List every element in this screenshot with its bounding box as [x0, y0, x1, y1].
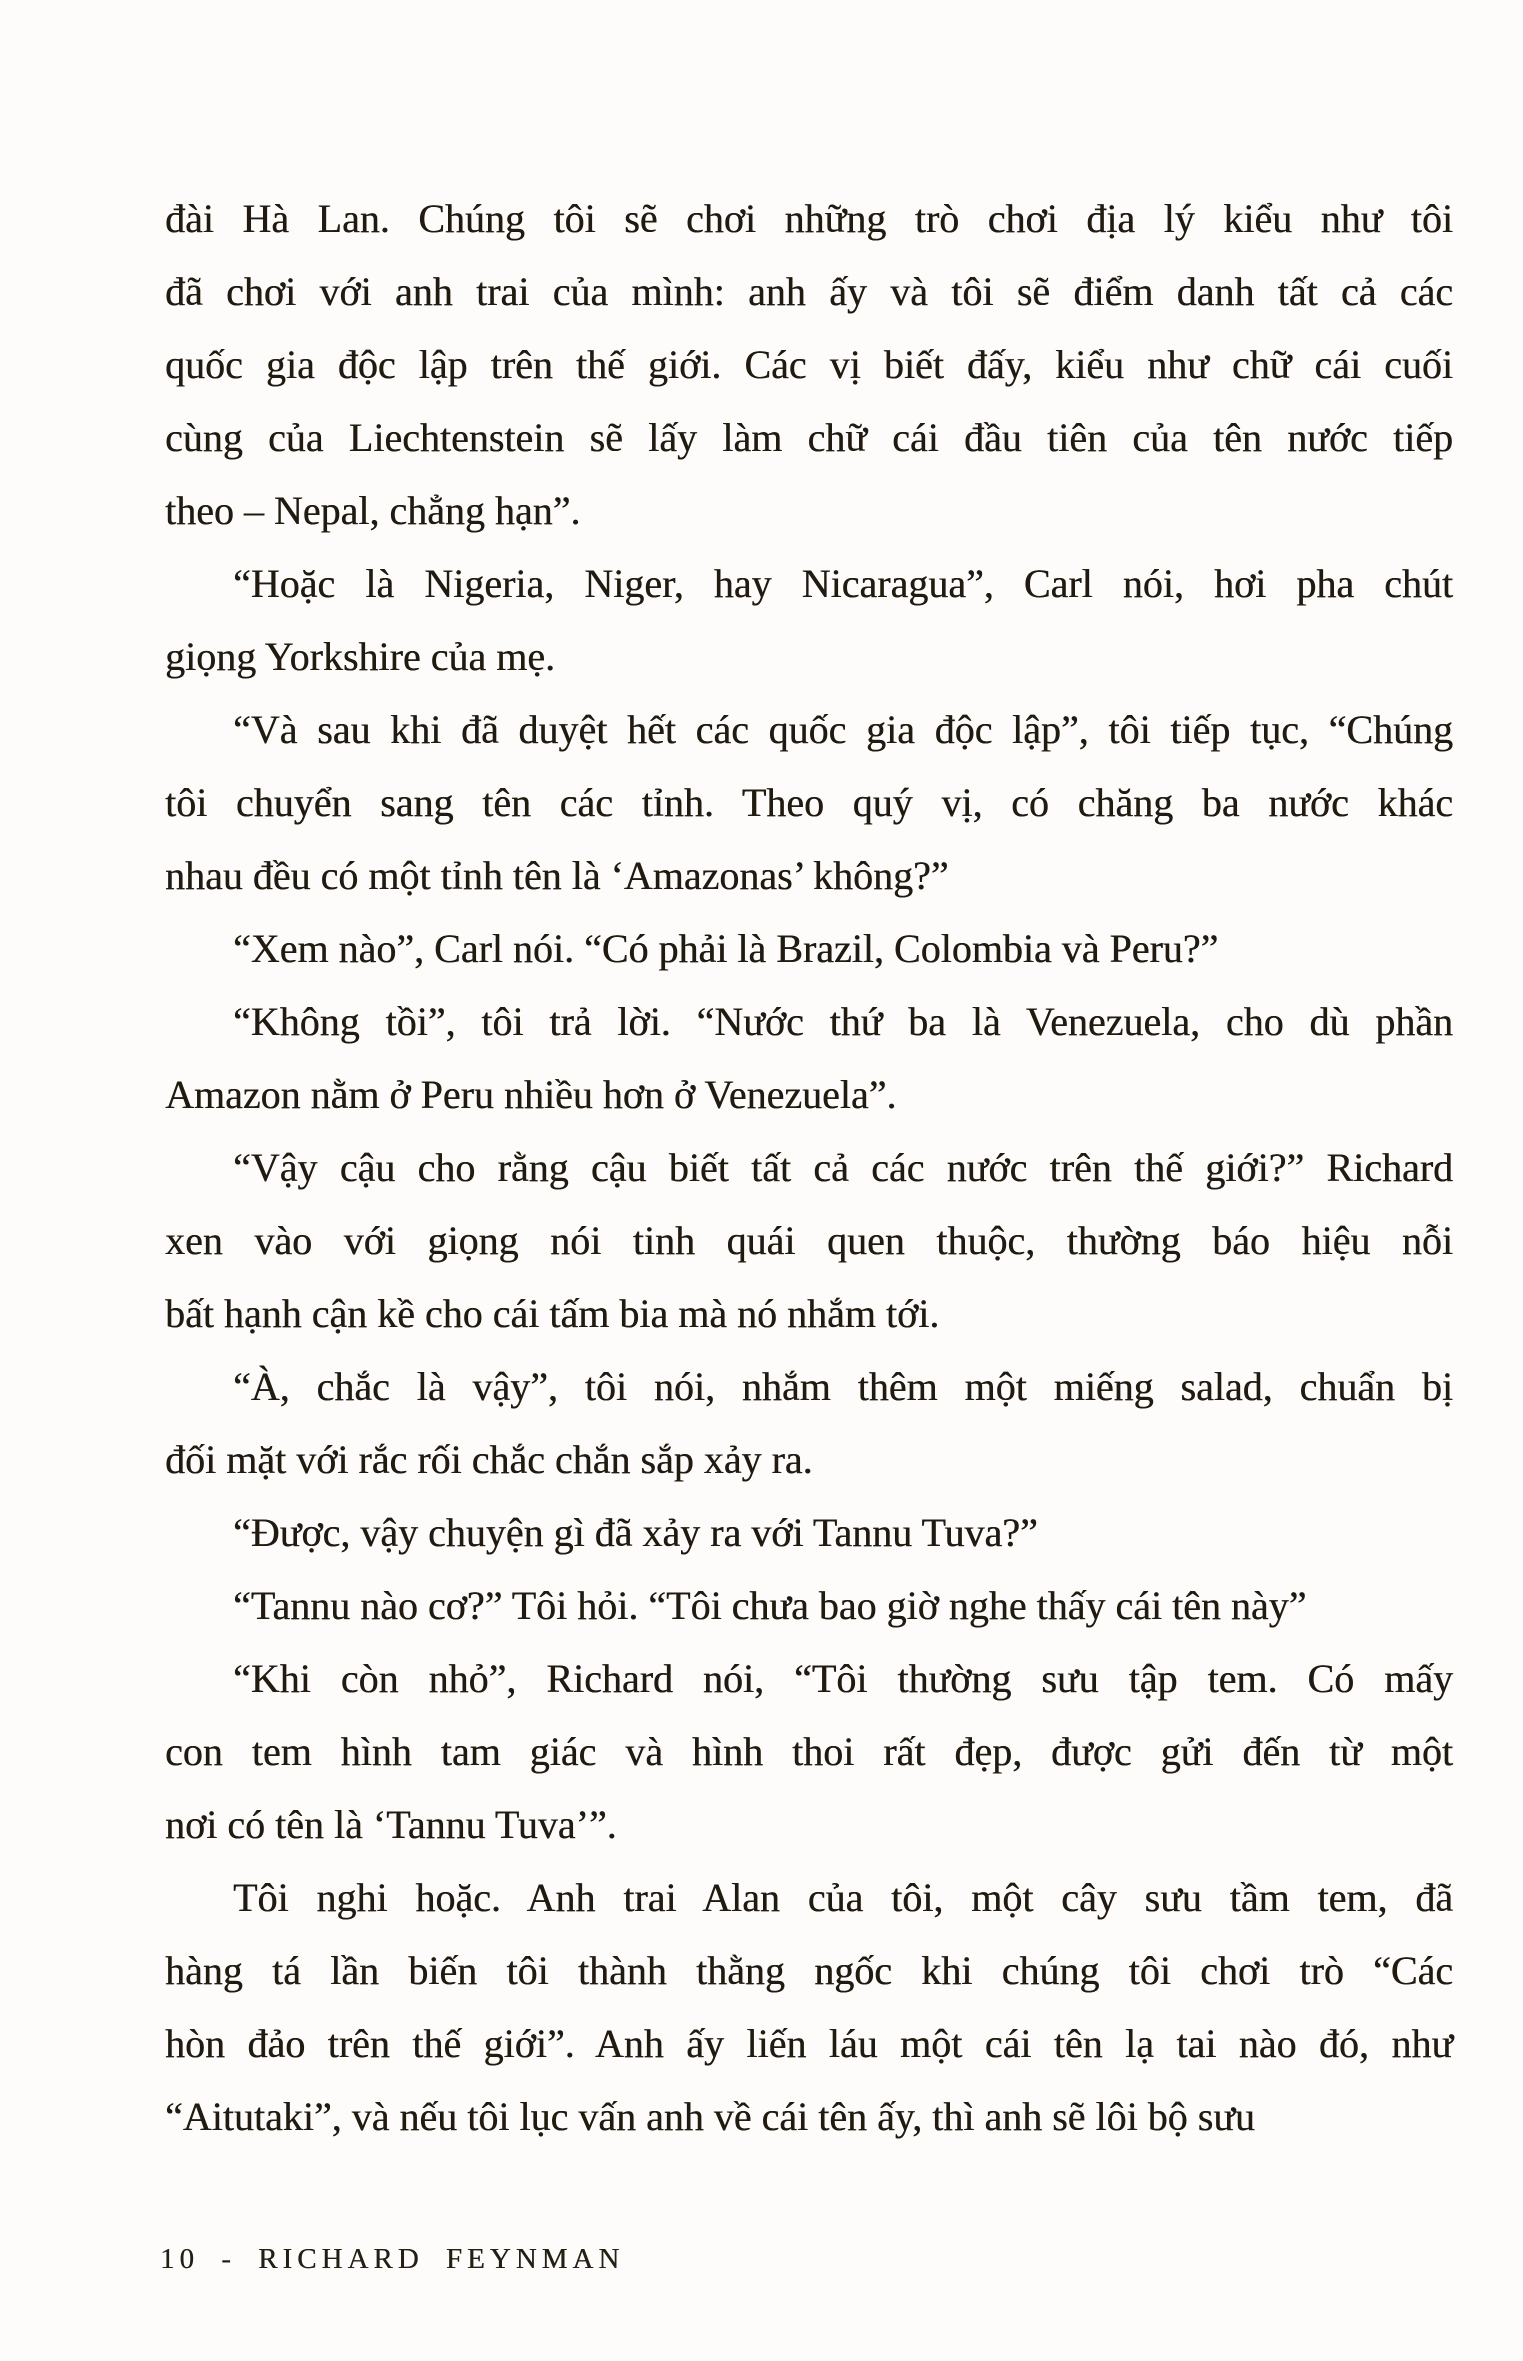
text-line: xen vào với giọng nói tinh quái quen thuộc, thường báo hiệu nỗi [165, 1218, 1453, 1263]
text-line: đài Hà Lan. Chúng tôi sẽ chơi những trò chơi địa lý kiểu như tôi [165, 196, 1453, 241]
paragraph [165, 693, 1453, 912]
paragraph [165, 547, 1453, 693]
text-line: “Và sau khi đã duyệt hết các quốc gia độc lập”, tôi tiếp tục, “Chúng [233, 707, 1453, 752]
text-line: “Xem nào”, Carl nói. “Có phải là Brazil, Colombia và Peru?” [233, 926, 1219, 971]
text-line: nhau đều có một tỉnh tên là ‘Amazonas’ không?” [165, 853, 949, 898]
text-line: tôi chuyển sang tên các tỉnh. Theo quý vị, có chăng ba nước khác [165, 780, 1453, 825]
text-line: quốc gia độc lập trên thế giới. Các vị biết đấy, kiểu như chữ cái cuối [165, 342, 1453, 387]
text-line: Tôi nghi hoặc. Anh trai Alan của tôi, một cây sưu tầm tem, đã [233, 1875, 1453, 1920]
text-line: hòn đảo trên thế giới”. Anh ấy liến láu một cái tên lạ tai nào đó, như [165, 2021, 1453, 2066]
text-line: đối mặt với rắc rối chắc chắn sắp xảy ra. [165, 1437, 813, 1482]
text-line: “Không tồi”, tôi trả lời. “Nước thứ ba là Venezuela, cho dù phần [233, 999, 1453, 1044]
text-line: theo – Nepal, chẳng hạn”. [165, 488, 581, 533]
paragraph [165, 912, 1453, 985]
text-line: “Tannu nào cơ?” Tôi hỏi. “Tôi chưa bao giờ nghe thấy cái tên này” [233, 1583, 1307, 1628]
paragraph [165, 1350, 1453, 1496]
text-line: “Hoặc là Nigeria, Niger, hay Nicaragua”, Carl nói, hơi pha chút [233, 561, 1453, 606]
paragraph [165, 182, 1453, 547]
paragraph [165, 1569, 1453, 1642]
text-line: giọng Yorkshire của mẹ. [165, 634, 555, 679]
text-line: hàng tá lần biến tôi thành thằng ngốc khi chúng tôi chơi trò “Các [165, 1948, 1453, 1993]
text-line: cùng của Liechtenstein sẽ lấy làm chữ cái đầu tiên của tên nước tiếp [165, 415, 1453, 460]
text-line: nơi có tên là ‘Tannu Tuva’”. [165, 1802, 617, 1847]
text-line: “Aitutaki”, và nếu tôi lục vấn anh về cái tên ấy, thì anh sẽ lôi bộ sưu [165, 2094, 1255, 2139]
text-line: “Khi còn nhỏ”, Richard nói, “Tôi thường sưu tập tem. Có mấy [233, 1656, 1453, 1701]
text-line: đã chơi với anh trai của mình: anh ấy và tôi sẽ điểm danh tất cả các [165, 269, 1453, 314]
text-line: “À, chắc là vậy”, tôi nói, nhắm thêm một miếng salad, chuẩn bị [233, 1364, 1453, 1409]
body-text [165, 182, 1453, 2153]
text-line: “Vậy cậu cho rằng cậu biết tất cả các nước trên thế giới?” Richard [233, 1145, 1453, 1190]
text-line: bất hạnh cận kề cho cái tấm bia mà nó nhắm tới. [165, 1291, 940, 1336]
paragraph [165, 1861, 1453, 2153]
paragraph [165, 1496, 1453, 1569]
text-line: “Được, vậy chuyện gì đã xảy ra với Tannu Tuva?” [233, 1510, 1038, 1555]
footer-text: 10 - RICHARD FEYNMAN [160, 2243, 625, 2275]
paragraph [165, 1131, 1453, 1350]
paragraph [165, 1642, 1453, 1861]
page-footer [160, 2243, 624, 2276]
text-line: con tem hình tam giác và hình thoi rất đẹp, được gửi đến từ một [165, 1729, 1453, 1774]
text-line: Amazon nằm ở Peru nhiều hơn ở Venezuela”. [165, 1072, 897, 1117]
paragraph [165, 985, 1453, 1131]
